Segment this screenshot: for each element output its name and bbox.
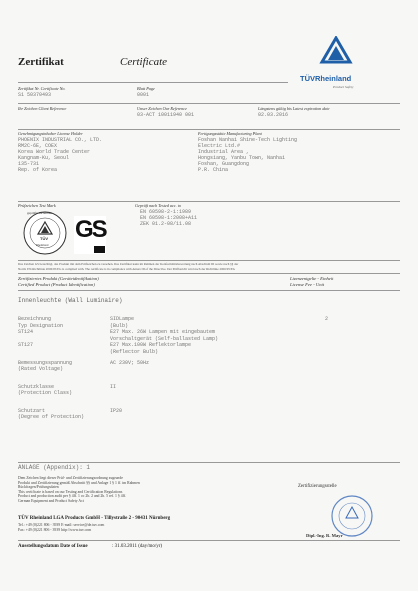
stamp-icon (330, 494, 374, 538)
holder-line: Korea World Trade Center (18, 149, 91, 155)
cert-no-value: S1 50370493 (18, 92, 52, 98)
license-fee-label-en: License Fee - Unit (290, 282, 325, 287)
field-label: ST124 (18, 329, 34, 335)
seal-top-text: geprüfte Sicherheit (27, 211, 53, 215)
plant-line: Hongsiang, Yanbu Town, Nanhai (198, 155, 286, 161)
annex-label: ANLAGE (Appendix): 1 (18, 464, 91, 471)
voltage-label-en: (Rated Voltage) (18, 366, 64, 372)
plant-line: Electric Ltd.# (198, 143, 241, 149)
rule-holder (18, 129, 400, 130)
product-values (110, 316, 218, 355)
plant-line: Foshan Nanhai Shine-Tech Lighting (198, 137, 298, 143)
product-name: Innenleuchte (Wall Luminaire) (18, 297, 123, 304)
our-ref-label: Unser Zeichen Our Reference (137, 106, 187, 111)
annex-line: Rückfragen/Prüfungsdaten (18, 485, 59, 490)
notice-line: Das Zeichen GS berechtigt, das Produkt mit dem Prüfzeichen zu versehen. Das Zertifikat kann im Rahmen der Konformitätsbewertung nach Abschnitt III sowie nach §§ der (18, 262, 239, 266)
class-label: Schutzklasse (18, 384, 55, 390)
issue-date-value: : 31.03.2011 (day/mo/yr) (112, 544, 163, 549)
rule-product-name (18, 290, 400, 291)
page-value: 0001 (137, 92, 150, 98)
voltage-label: Bemessungsspannung (18, 360, 73, 366)
rule-notice (18, 260, 400, 261)
certifier-label: Zertifizierungsstelle (298, 484, 337, 489)
seal-sub-text: Rheinland (36, 243, 49, 247)
client-ref-label: Ihr Zeichen Client Reference (18, 106, 67, 111)
plant-line: Foshan, Guangdong (198, 161, 250, 167)
issue-date-label: Ausstellungsdatum Date of Issue (18, 544, 88, 549)
standard-item: ZEK 01.2-08/11.08 (140, 221, 192, 227)
certified-product-label: Zertifiziertes Produkt (Geräteidentifikation) (18, 276, 99, 281)
holder-line: 135-731 (18, 161, 40, 167)
field-value: E27 Max. 26W Lampen mit eingebautem (110, 329, 216, 335)
field-label: Bezeichnung (18, 316, 52, 322)
annex-text (18, 476, 140, 504)
rule-row2 (18, 103, 400, 104)
holder-line: Rep. of Korea (18, 167, 58, 173)
annex-line: Product and production audit per § 4ff. 1 oc 2b. 2 and 2b. 5 ref. 1 § 4ff. (18, 494, 127, 499)
field-value: SIDLampe (110, 316, 135, 322)
brand-sub: Product Safety (333, 85, 354, 89)
field-value: (Bulb) (110, 322, 129, 329)
page-label: Blatt Page (137, 86, 155, 91)
tuv-seal (22, 210, 68, 256)
plant-label: Fertigungsstätte Manufacturing Plant (198, 131, 262, 136)
title-en: Certificate (120, 56, 168, 68)
field-label: ST127 (18, 342, 34, 348)
annex-line: Produkt und Zertifizierung gemäß Abschnitt §§ und Anlage 1 § 1 ff. im Rahmen (18, 480, 140, 485)
holder-line: Kangnam-Ku, Seoul (18, 155, 70, 161)
cert-no-label: Zertifikat Nr. Certificate No. (18, 86, 66, 91)
tuv-seal-icon (22, 210, 68, 256)
rule-product (18, 273, 400, 274)
plant-line: P.R. China (198, 167, 229, 173)
notice-block (18, 262, 400, 271)
unit-value: 2 (325, 316, 329, 322)
field-value: Vorschaltgerät (Self-ballasted Lamp) (110, 335, 219, 342)
rule-annex (18, 462, 400, 463)
voltage-value: AC 230V; 50Hz (110, 360, 150, 366)
plant-line: Industrial Area , (198, 149, 250, 155)
annex-line: German Equipment and Product Safety Act (18, 498, 84, 503)
certified-product-label-en: Certified Product (Product Identification) (18, 282, 95, 287)
brand-name: TÜVRheinland (300, 74, 352, 83)
ip-value: IP20 (110, 408, 123, 414)
official-stamp (330, 494, 374, 538)
field-value: E27 Max.100W Reflektorlampe (110, 342, 192, 348)
ip-label-en: (Degree of Protection) (18, 414, 85, 420)
valid-label: Längstens gültig bis Latest expiration date (258, 106, 330, 111)
plant-address (198, 137, 297, 173)
holder-line: PHOENIX INDUSTRIAL CO., LTD. (18, 137, 103, 143)
class-value: II (110, 384, 117, 390)
footer-fax: Fax: +49 (0)221 806 - 3939 http://www.tuv.com (18, 528, 92, 532)
seal-tuv-text: TÜV (40, 236, 48, 241)
test-mark-label: Prüfzeichen Test Mark (18, 203, 56, 208)
field-label (18, 349, 63, 356)
annex-line: This certificate is based on our Testing and Certification Regulations (18, 489, 123, 494)
valid-value: 02.03.2016 (258, 112, 289, 118)
product-fields (18, 316, 63, 355)
annex-line: Dem Zeichen liegt dieser Prüf- und Zertifizierungsordnung zugrunde (18, 476, 123, 480)
rule-header (18, 82, 288, 83)
tuv-logo (306, 36, 366, 72)
title-de: Zertifikat (18, 56, 64, 68)
license-fee-label: Lizenzentgelte - Einheit (290, 276, 334, 281)
gs-mark-text: GS (75, 216, 106, 243)
tested-acc-label: Geprüft nach Tested acc. to (135, 203, 182, 208)
footer-company: TÜV Rheinland LGA Products GmbH - Tillystraße 2 - 90431 Nürnberg (18, 516, 171, 521)
footer-tel: Tel.: +49 (0)221 806 - 3939 E-mail: service@de.tuv.com (18, 523, 105, 527)
ip-label: Schutzart (18, 408, 46, 414)
notice-line: Norm: EN-Richtlinie 2006/95/EG is complied with. The certificate is in compliance with Annex III of the Directive. Der Prüfbericht wird nach der Richtlinie 2006/95/EG (18, 266, 236, 271)
standard-item: EN 60598-2-1:1989 (140, 209, 192, 215)
rule-test (18, 201, 400, 202)
rule-footer (18, 540, 400, 541)
field-label: Typ Designation (18, 322, 64, 329)
our-ref-value: 03-ACT 10011940 001 (137, 112, 195, 118)
holder-address (18, 137, 102, 173)
holder-line: RM2C-6E, COEX (18, 143, 58, 149)
class-label-en: (Protection Class) (18, 390, 73, 396)
tuv-triangle-icon (306, 36, 366, 72)
standard-item: EN 60598-1:2008+A11 (140, 215, 198, 221)
field-value: (Reflector Bulb) (110, 348, 159, 355)
holder-label: Genehmigungsinhaber License Holder (18, 131, 83, 136)
standards-list (140, 209, 197, 227)
signatory: Dipl.-Ing. R. Mayr (306, 533, 343, 538)
